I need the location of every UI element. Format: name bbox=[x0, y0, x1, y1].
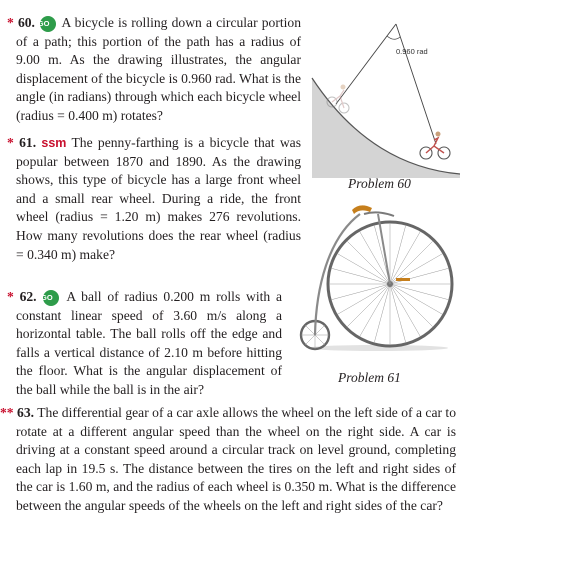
angle-label: 0.960 rad bbox=[396, 47, 428, 56]
problem-62-marker: * bbox=[7, 289, 20, 304]
wheel-spoke bbox=[390, 284, 443, 315]
problem-60 bbox=[7, 14, 302, 126]
go-badge-icon: GO bbox=[43, 290, 59, 306]
wheel-spoke bbox=[390, 284, 449, 300]
problem-61-text: The penny-farthing is a bicycle that was popular between 1870 and 1890. As the drawing shows, this type of bicycle has a large front wheel and a small rear wheel. During a ride, the front wheel (radius = 1.20 m) makes 276 revolutions. How many revolutions does the rear wheel (radius = 0.340 m) make? bbox=[16, 135, 301, 262]
wheel-spoke bbox=[337, 284, 390, 315]
angle-arc bbox=[387, 36, 400, 39]
problem-60-figure bbox=[310, 16, 470, 176]
problem-62 bbox=[7, 288, 282, 400]
problem-61-figure bbox=[298, 198, 448, 358]
circular-path bbox=[312, 78, 460, 178]
wheel-spoke bbox=[390, 284, 406, 343]
wheel-spoke bbox=[390, 268, 449, 284]
problem-63-marker: ** bbox=[0, 405, 18, 420]
ssm-badge: ssm bbox=[41, 136, 67, 150]
problem-61-caption: Problem 61 bbox=[338, 370, 401, 385]
wheel-spoke bbox=[360, 284, 391, 337]
radius-line-right bbox=[396, 24, 436, 144]
wheel-spoke bbox=[347, 284, 390, 327]
problem-62-number: 62. bbox=[19, 289, 37, 304]
problem-60-text: A bicycle is rolling down a circular portion of a path; this portion of the path has a radius of 9.00 m. As the drawing illustrates, the angular displacement of the bicycle is 0.960 rad. What is the angle (in radians) through which each bicycle wheel (radius = 0.400 m) rotates? bbox=[16, 15, 302, 123]
wheel-spoke bbox=[337, 254, 390, 285]
problem-62-text: A ball of radius 0.200 m rolls with a constant linear speed of 3.60 m/s along a horizontal table. The ball rolls off the edge and falls a vertical distance of 2.10 m before hitting the floor. What is the angular displacement of the ball while the ball is in the air? bbox=[16, 289, 282, 397]
wheel-spoke bbox=[390, 284, 433, 327]
problem-60-number: 60. bbox=[17, 15, 35, 30]
wheel-spoke bbox=[331, 284, 390, 300]
wheel-spoke bbox=[390, 231, 421, 284]
wheel-spoke bbox=[390, 284, 421, 337]
wheel-spoke bbox=[390, 241, 433, 284]
problem-60-caption: Problem 60 bbox=[348, 176, 411, 191]
bicycle-icon bbox=[420, 132, 450, 160]
problem-63-number: 63. bbox=[17, 405, 35, 420]
problem-63 bbox=[0, 404, 456, 516]
wheel-spoke bbox=[374, 284, 390, 343]
wheel-spoke bbox=[390, 225, 406, 284]
problem-61-marker: * bbox=[7, 135, 20, 150]
go-badge-icon: GO bbox=[40, 16, 56, 32]
problem-60-marker: * bbox=[7, 15, 18, 30]
wheel-spoke bbox=[331, 268, 390, 284]
problem-63-text: The differential gear of a car axle allows the wheel on the left side of a car to rotate at a different angular speed than the wheel on the right side. A car is driving at a constant speed around a circular track on level ground, completing each lap in 19.5 s. The distance between the tires on the left and right sides of the car is 1.60 m, and the radius of each wheel is 0.350 m. What is the difference between the angular speeds of the wheels on the left and right sides of the car? bbox=[16, 405, 456, 513]
problem-61-number: 61. bbox=[19, 135, 37, 150]
problem-61 bbox=[7, 134, 301, 264]
